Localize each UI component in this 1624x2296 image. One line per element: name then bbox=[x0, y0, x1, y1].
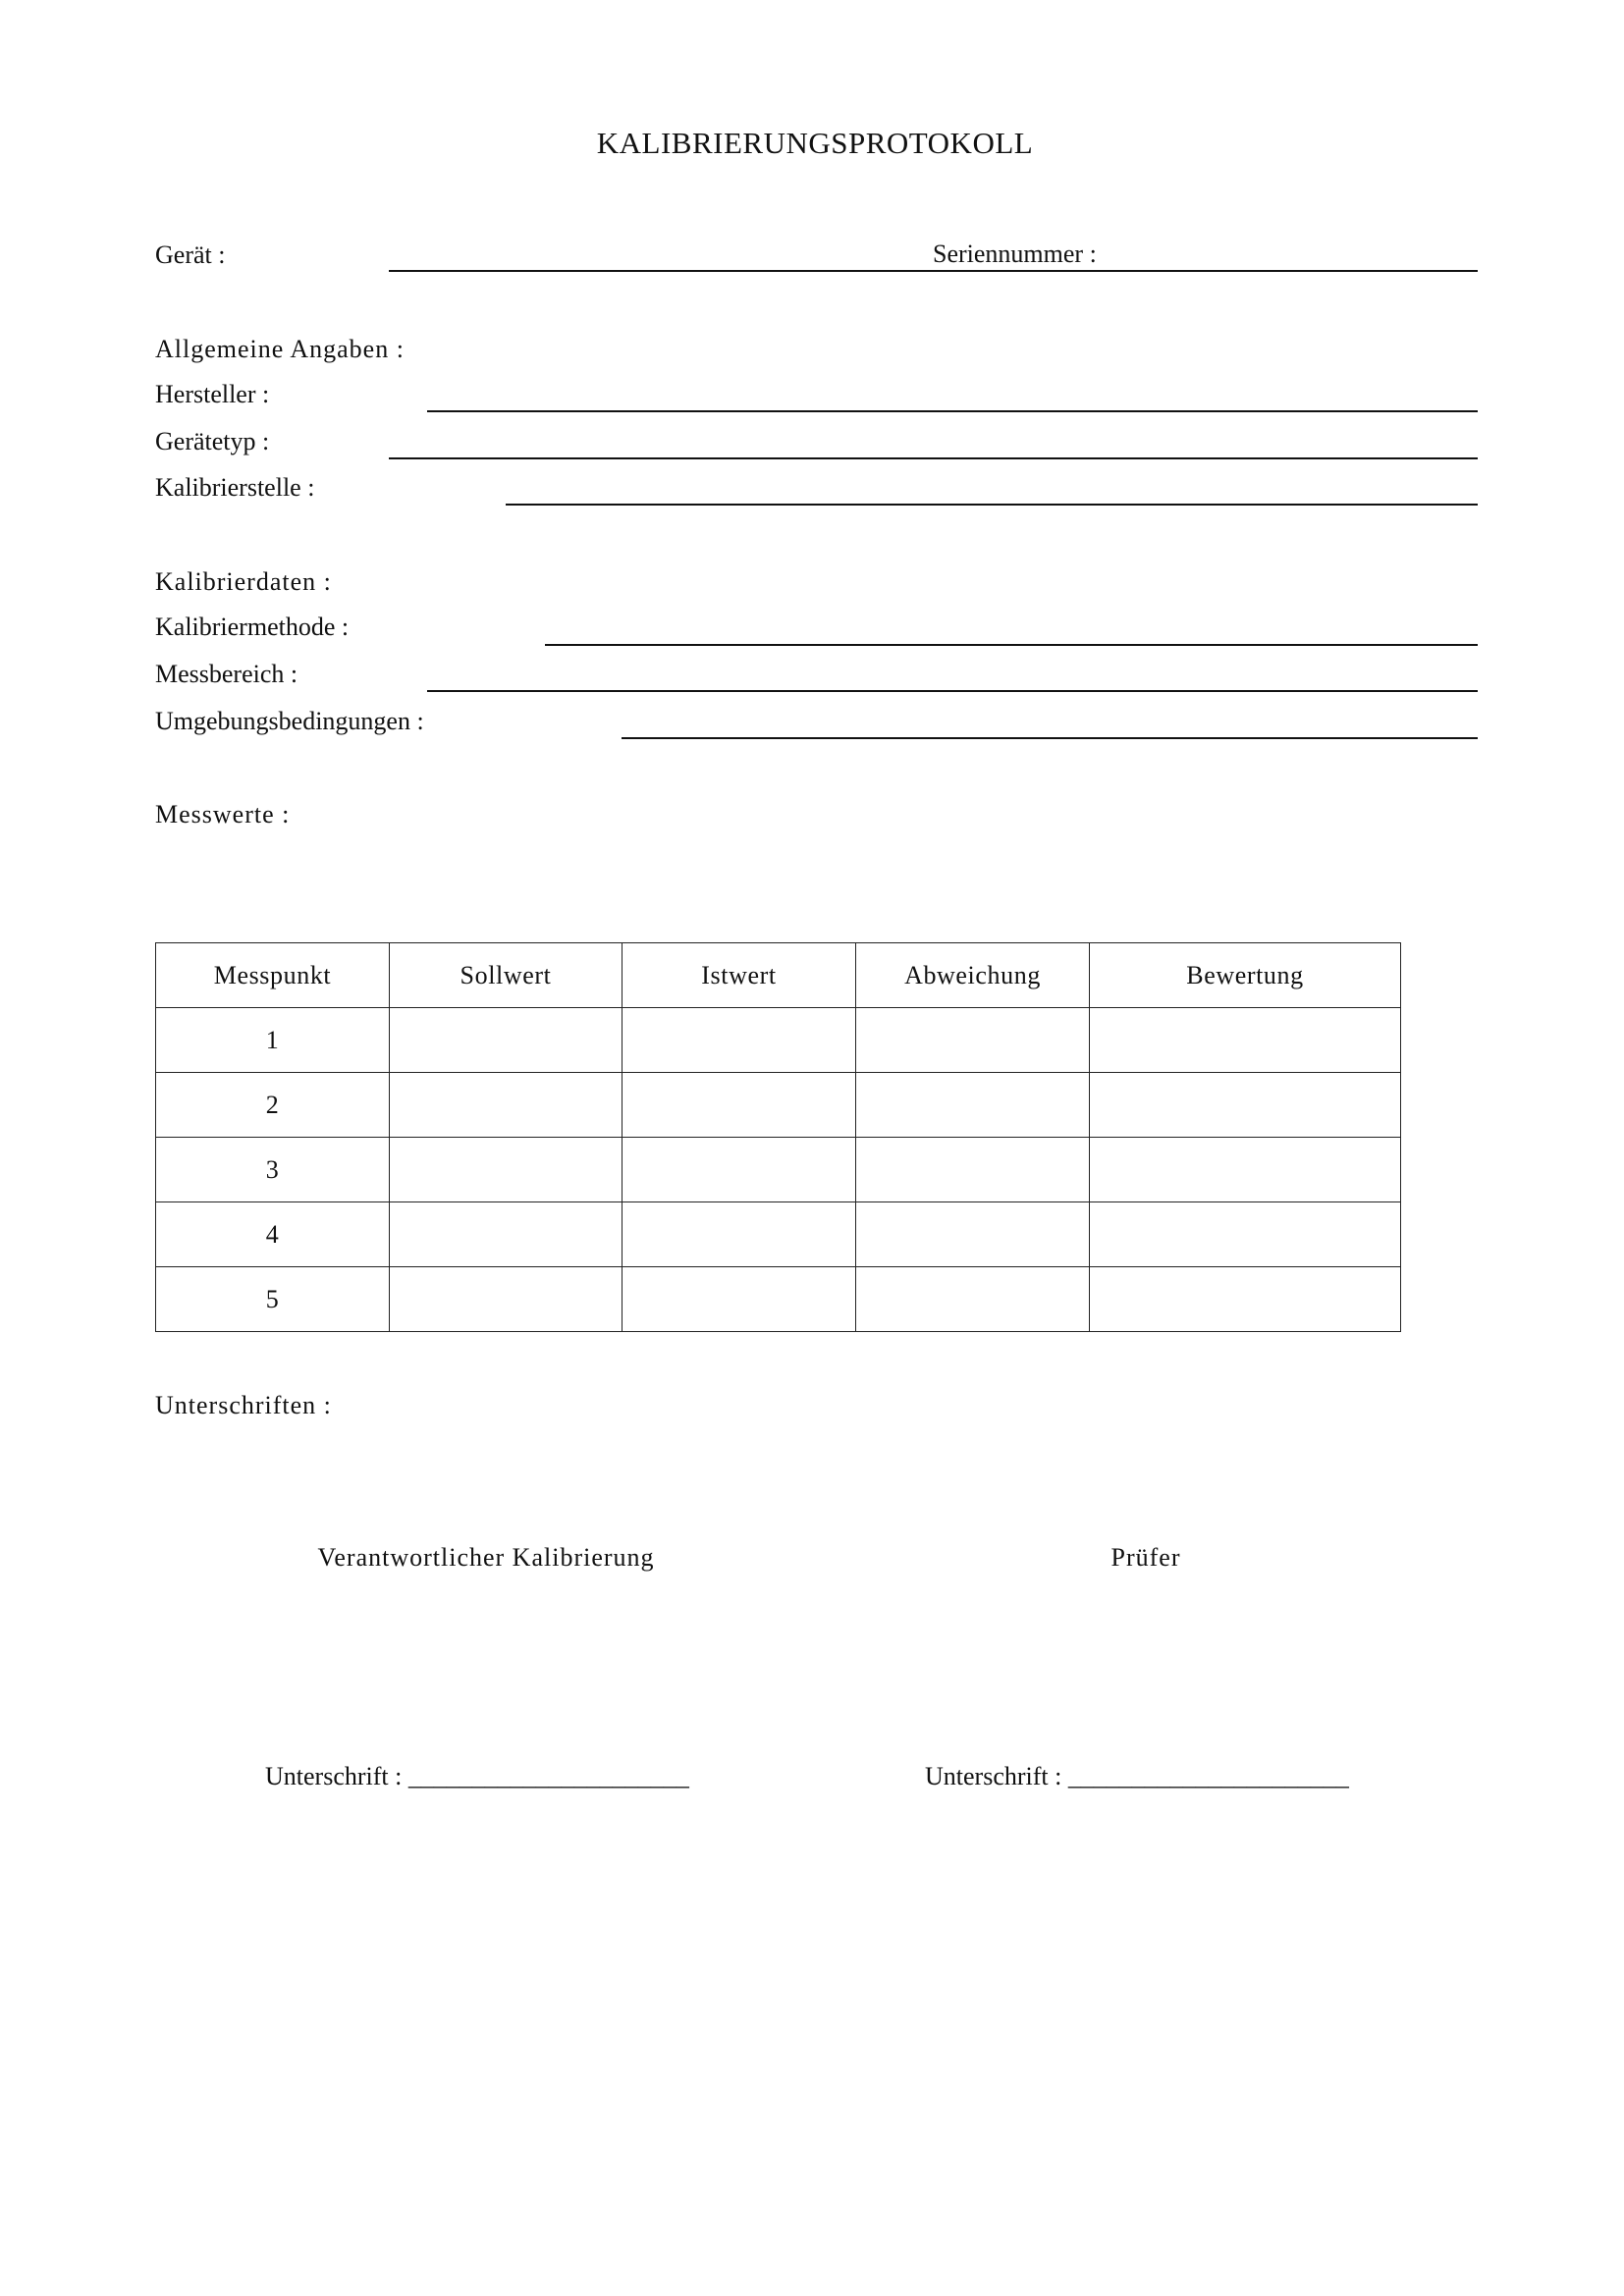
document-title: KALIBRIERUNGSPROTOKOLL bbox=[596, 126, 1034, 160]
calibration-data-heading: Kalibrierdaten : bbox=[155, 567, 332, 596]
measuring-range-field-line bbox=[427, 690, 1478, 692]
column-header-bewertung: Bewertung bbox=[1090, 943, 1401, 1008]
abweichung-cell bbox=[856, 1202, 1090, 1267]
istwert-cell bbox=[623, 1008, 856, 1073]
device-type-field-line bbox=[389, 457, 1478, 459]
column-header-abweichung: Abweichung bbox=[856, 943, 1090, 1008]
sollwert-cell bbox=[390, 1202, 623, 1267]
abweichung-cell bbox=[856, 1008, 1090, 1073]
signatures-heading: Unterschriften : bbox=[155, 1391, 332, 1419]
bewertung-cell bbox=[1090, 1073, 1401, 1138]
ambient-conditions-label: Umgebungsbedingungen : bbox=[155, 707, 424, 735]
responsible-calibration-role: Verantwortlicher Kalibrierung bbox=[317, 1543, 655, 1572]
column-header-istwert: Istwert bbox=[623, 943, 856, 1008]
messpunkt-cell: 4 bbox=[156, 1202, 390, 1267]
device-type-label: Gerätetyp : bbox=[155, 427, 270, 455]
serial-number-label: Seriennummer : bbox=[933, 240, 1097, 268]
general-info-heading: Allgemeine Angaben : bbox=[155, 335, 405, 363]
measurements-heading: Messwerte : bbox=[155, 800, 291, 828]
inspector-signature-line: Unterschrift : ______________________ bbox=[925, 1762, 1349, 1790]
calibration-site-label: Kalibrierstelle : bbox=[155, 473, 315, 502]
table-row bbox=[156, 1008, 1401, 1073]
messpunkt-cell: 2 bbox=[156, 1073, 390, 1138]
istwert-cell bbox=[623, 1202, 856, 1267]
manufacturer-field-line bbox=[427, 410, 1478, 412]
table-row bbox=[156, 1073, 1401, 1138]
istwert-cell bbox=[623, 1267, 856, 1332]
table-row bbox=[156, 1267, 1401, 1332]
sollwert-cell bbox=[390, 1008, 623, 1073]
messpunkt-cell: 5 bbox=[156, 1267, 390, 1332]
istwert-cell bbox=[623, 1138, 856, 1202]
abweichung-cell bbox=[856, 1073, 1090, 1138]
table-row bbox=[156, 1202, 1401, 1267]
manufacturer-label: Hersteller : bbox=[155, 380, 270, 408]
istwert-cell bbox=[623, 1073, 856, 1138]
column-header-messpunkt: Messpunkt bbox=[156, 943, 390, 1008]
messpunkt-cell: 1 bbox=[156, 1008, 390, 1073]
abweichung-cell bbox=[856, 1267, 1090, 1332]
device-field-line bbox=[389, 270, 1478, 272]
measuring-range-label: Messbereich : bbox=[155, 660, 298, 688]
device-label: Gerät : bbox=[155, 240, 226, 269]
sollwert-cell bbox=[390, 1138, 623, 1202]
bewertung-cell bbox=[1090, 1008, 1401, 1073]
bewertung-cell bbox=[1090, 1267, 1401, 1332]
bewertung-cell bbox=[1090, 1202, 1401, 1267]
abweichung-cell bbox=[856, 1138, 1090, 1202]
ambient-conditions-field-line bbox=[622, 737, 1478, 739]
responsible-signature-line: Unterschrift : ______________________ bbox=[265, 1762, 689, 1790]
calibration-site-field-line bbox=[506, 504, 1478, 506]
inspector-role: Prüfer bbox=[1110, 1543, 1181, 1572]
calibration-method-label: Kalibriermethode : bbox=[155, 613, 350, 641]
table-row bbox=[156, 1138, 1401, 1202]
column-header-sollwert: Sollwert bbox=[390, 943, 623, 1008]
measurements-table-container bbox=[155, 942, 1401, 1332]
measurements-table bbox=[155, 942, 1401, 1332]
calibration-method-field-line bbox=[545, 644, 1478, 646]
bewertung-cell bbox=[1090, 1138, 1401, 1202]
table-header-row bbox=[156, 943, 1401, 1008]
messpunkt-cell: 3 bbox=[156, 1138, 390, 1202]
sollwert-cell bbox=[390, 1073, 623, 1138]
sollwert-cell bbox=[390, 1267, 623, 1332]
